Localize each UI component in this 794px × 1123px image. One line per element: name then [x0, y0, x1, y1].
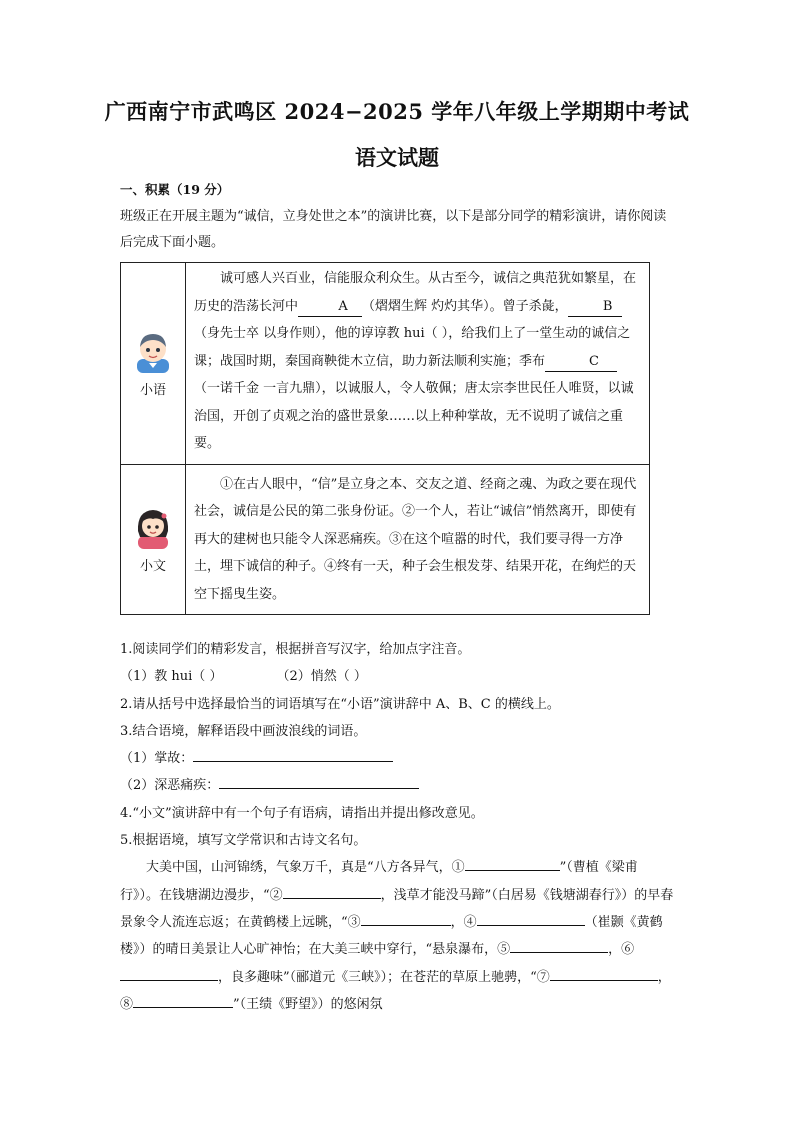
- speech-text-part: （熠熠生辉 灼灼其华）。曾子杀彘，: [362, 298, 568, 314]
- speech-text: [186, 464, 650, 615]
- question-5-passage: [120, 854, 675, 1018]
- passage-text: ”（曹植《梁甫行》）。在钱塘湖边漫步，“②: [120, 860, 638, 903]
- question-1-items: [120, 663, 675, 690]
- answer-line[interactable]: [477, 911, 585, 926]
- boy-avatar-icon: [133, 329, 173, 373]
- question-3-part-2: [120, 772, 675, 799]
- question-4: 4.“小文”演讲辞中有一个句子有语病，请指出并提出修改意见。: [120, 805, 484, 821]
- speech-row-xiaowen: [121, 464, 650, 615]
- passage-text: ”（王绩《野望》）的悠闲氛: [233, 996, 383, 1012]
- answer-line[interactable]: [510, 938, 608, 953]
- answer-line[interactable]: [361, 911, 451, 926]
- speech-text: [186, 263, 650, 465]
- girl-avatar-icon: [133, 505, 173, 549]
- speaker-cell: [121, 464, 186, 615]
- passage-text: ，④: [450, 914, 477, 930]
- question-3-part-1: [120, 745, 675, 772]
- answer-line[interactable]: [193, 747, 393, 762]
- answer-line[interactable]: [120, 966, 218, 981]
- question-label: （1）掌故：: [120, 751, 194, 767]
- blank-a: A: [298, 298, 362, 317]
- speaker-name: 小文: [139, 558, 166, 574]
- passage-text: ，⑥: [608, 942, 635, 958]
- questions-block: [120, 636, 675, 1018]
- exam-subtitle: 语文试题: [355, 145, 439, 170]
- passage-text: 大美中国，山河锦绣，气象万千，真是“八方各异气，①: [146, 860, 465, 876]
- speech-text-part: 诚可感人兴百业，信能服众利众生。从古至今，诚信之典范犹如繁星，在历史的浩荡长河中: [194, 271, 637, 314]
- passage-text: ，⑧: [120, 969, 671, 1012]
- speaker-name: 小语: [139, 382, 166, 398]
- blank-b: B: [568, 298, 622, 317]
- answer-line[interactable]: [465, 856, 560, 871]
- question-1-part-1: （1）教 hui（ ）: [120, 669, 223, 685]
- answer-line[interactable]: [550, 966, 658, 981]
- speech-text-part: （身先士卒 以身作则），他的谆谆教 hui（ ），给我们上了一堂生动的诚信之课；战国时期，秦国商鞅徙木立信，助力新法顺利实施；季布: [194, 326, 631, 369]
- answer-line[interactable]: [219, 774, 419, 789]
- question-1: 1.阅读同学们的精彩发言，根据拼音写汉字，给加点字注音。: [120, 642, 471, 657]
- speech-text-part: （一诺千金 一言九鼎），以诚服人，令人敬佩；唐太宗李世民任人唯贤，以诚治国，开创了贞观之治的盛世景象……以上种种掌故，无不说明了诚信之重要。: [194, 381, 634, 451]
- blank-c: C: [545, 353, 617, 372]
- speaker-cell: [121, 263, 186, 465]
- speech-table: [120, 262, 650, 615]
- speech-row-xiaoyu: [121, 263, 650, 465]
- passage-text: ，浅草才能没马蹄”（白居易《钱塘湖春行》）的早春景象令人流连忘返；在黄鹤楼上远眺，“③: [120, 887, 674, 930]
- question-label: （2）深恶痛疾：: [120, 778, 220, 794]
- section-intro: 班级正在开展主题为“诚信，立身处世之本”的演讲比赛，以下是部分同学的精彩演讲，请你阅读后完成下面小题。: [120, 209, 667, 250]
- question-3: 3.结合语境，解释语段中画波浪线的词语。: [120, 723, 367, 739]
- exam-title: 广西南宁市武鸣区 2024−2025 学年八年级上学期期中考试: [104, 99, 690, 124]
- question-1-part-2: （2）悄然（ ）: [276, 669, 367, 685]
- passage-text: ，良多趣味”（郦道元《三峡》）；在苍茫的草原上驰骋，“⑦: [218, 969, 550, 985]
- answer-line[interactable]: [133, 993, 233, 1008]
- question-5: 5.根据语境，填写文学常识和古诗文名句。: [120, 833, 367, 849]
- question-2: 2.请从括号中选择最恰当的词语填写在“小语”演讲辞中 A、B、C 的横线上。: [120, 696, 560, 712]
- answer-line[interactable]: [283, 884, 381, 899]
- speech-text-body: ①在古人眼中，“信”是立身之本、交友之道、经商之魂、为政之要在现代社会，诚信是公民的第二张身份证。②一个人，若让“诚信”悄然离开，即使有再大的建树也只能令人深恶痛疾。③在这个喧嚣的时代，我们要寻得一方净土，埋下诚信的种子。④终有一天，种子会生根发芽、结果开花，在绚烂的天空下摇曳生姿。: [194, 476, 637, 602]
- passage-text: （崔颢《黄鹤楼》）的晴日美景让人心旷神怡；在大美三峡中穿行，“悬泉瀑布，⑤: [120, 914, 663, 958]
- section-heading: 一、积累（19 分）: [120, 182, 230, 197]
